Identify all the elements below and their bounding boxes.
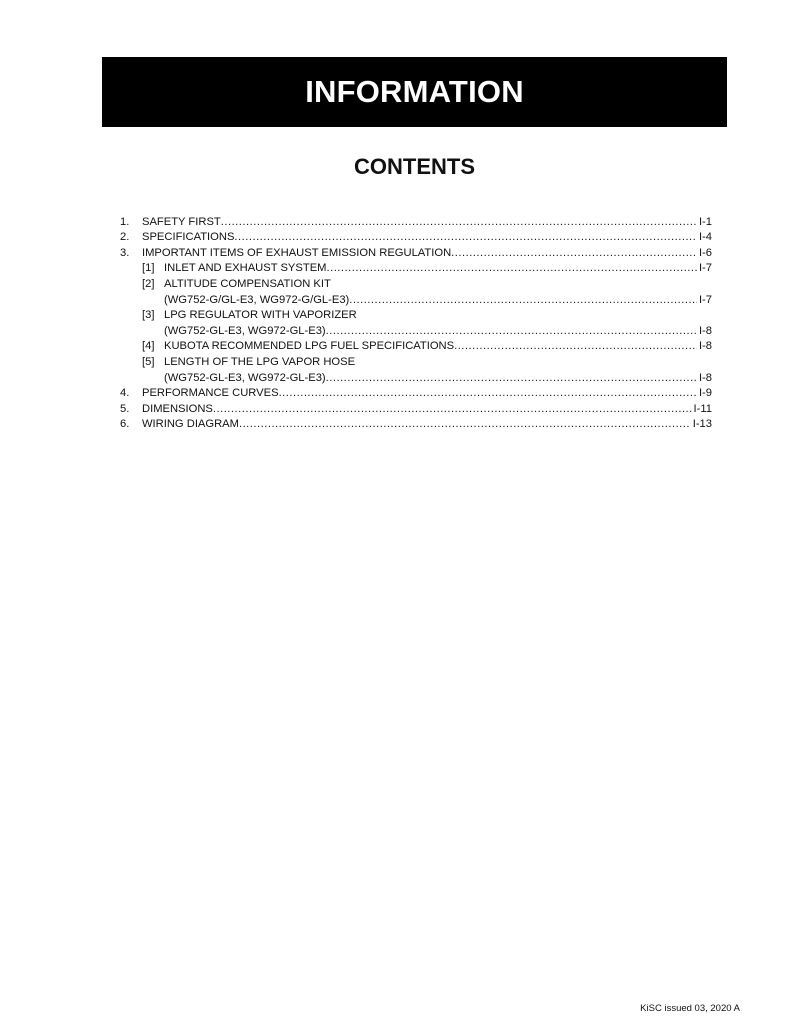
table-of-contents [120, 214, 712, 432]
toc-entry-page: I-11 [693, 402, 712, 415]
dot-leader [454, 339, 697, 354]
toc-entry[interactable] [120, 245, 712, 261]
contents-title: CONTENTS [354, 154, 475, 179]
toc-entry-page: I-9 [698, 387, 712, 400]
dot-leader [279, 386, 697, 401]
toc-entry-subnumber: [3] [142, 309, 155, 322]
toc-entry-title: WIRING DIAGRAM [142, 418, 239, 431]
dot-leader [221, 215, 697, 230]
toc-entry[interactable] [120, 339, 712, 355]
toc-entry-title: IMPORTANT ITEMS OF EXHAUST EMISSION REGULATION [142, 246, 452, 259]
toc-entry-subnumber: [5] [142, 355, 155, 368]
toc-entry-title: LPG REGULATOR WITH VAPORIZER [164, 309, 357, 322]
toc-entry-page: I-4 [698, 231, 712, 244]
toc-entry[interactable] [120, 308, 712, 324]
dot-leader [213, 402, 692, 417]
toc-entry[interactable] [120, 214, 712, 230]
toc-entry[interactable] [120, 370, 712, 386]
toc-entry-title: LENGTH OF THE LPG VAPOR HOSE [164, 355, 356, 368]
toc-entry-page: I-13 [692, 418, 712, 431]
toc-entry-number: 1. [120, 215, 130, 228]
dot-leader [239, 417, 691, 432]
toc-entry-subnumber: [1] [142, 262, 155, 275]
toc-entry-page: I-8 [698, 324, 712, 337]
toc-entry-title: ALTITUDE COMPENSATION KIT [164, 277, 331, 290]
section-title: INFORMATION [305, 74, 524, 109]
toc-entry[interactable] [120, 230, 712, 246]
toc-entry-subnumber: [4] [142, 340, 155, 353]
toc-entry[interactable] [120, 323, 712, 339]
toc-entry-page: I-6 [698, 246, 712, 259]
toc-entry-number: 6. [120, 418, 130, 431]
toc-entry[interactable] [120, 401, 712, 417]
toc-entry-title: (WG752-G/GL-E3, WG972-G/GL-E3) [164, 293, 350, 306]
toc-entry-title: SAFETY FIRST [142, 215, 221, 228]
toc-entry-title: PERFORMANCE CURVES [142, 387, 279, 400]
toc-entry-title: (WG752-GL-E3, WG972-GL-E3) [164, 371, 326, 384]
toc-entry-subnumber: [2] [142, 277, 155, 290]
toc-entry-page: I-1 [698, 215, 712, 228]
dot-leader [234, 230, 697, 245]
toc-entry-title: SPECIFICATIONS [142, 231, 235, 244]
toc-entry[interactable] [120, 276, 712, 292]
toc-entry-number: 3. [120, 246, 130, 259]
toc-entry-number: 5. [120, 402, 130, 415]
toc-entry-title: DIMENSIONS [142, 402, 213, 415]
issue-footer: KiSC issued 03, 2020 A [640, 1003, 740, 1014]
toc-entry-number: 4. [120, 387, 130, 400]
dot-leader [451, 246, 697, 261]
dot-leader [326, 261, 696, 276]
toc-entry-page: I-7 [698, 293, 712, 306]
dot-leader [326, 371, 697, 386]
section-header-banner [102, 57, 727, 127]
toc-entry[interactable] [120, 417, 712, 433]
toc-entry-page: I-7 [698, 262, 712, 275]
toc-entry-title: (WG752-GL-E3, WG972-GL-E3) [164, 324, 326, 337]
dot-leader [326, 324, 697, 339]
dot-leader [349, 293, 697, 308]
toc-entry-number: 2. [120, 231, 130, 244]
toc-entry-title: INLET AND EXHAUST SYSTEM [164, 262, 327, 275]
toc-entry[interactable] [120, 386, 712, 402]
toc-entry[interactable] [120, 354, 712, 370]
toc-entry-page: I-8 [698, 340, 712, 353]
toc-entry-title: KUBOTA RECOMMENDED LPG FUEL SPECIFICATIONS [164, 340, 455, 353]
toc-entry-page: I-8 [698, 371, 712, 384]
toc-entry[interactable] [120, 261, 712, 277]
toc-entry[interactable] [120, 292, 712, 308]
